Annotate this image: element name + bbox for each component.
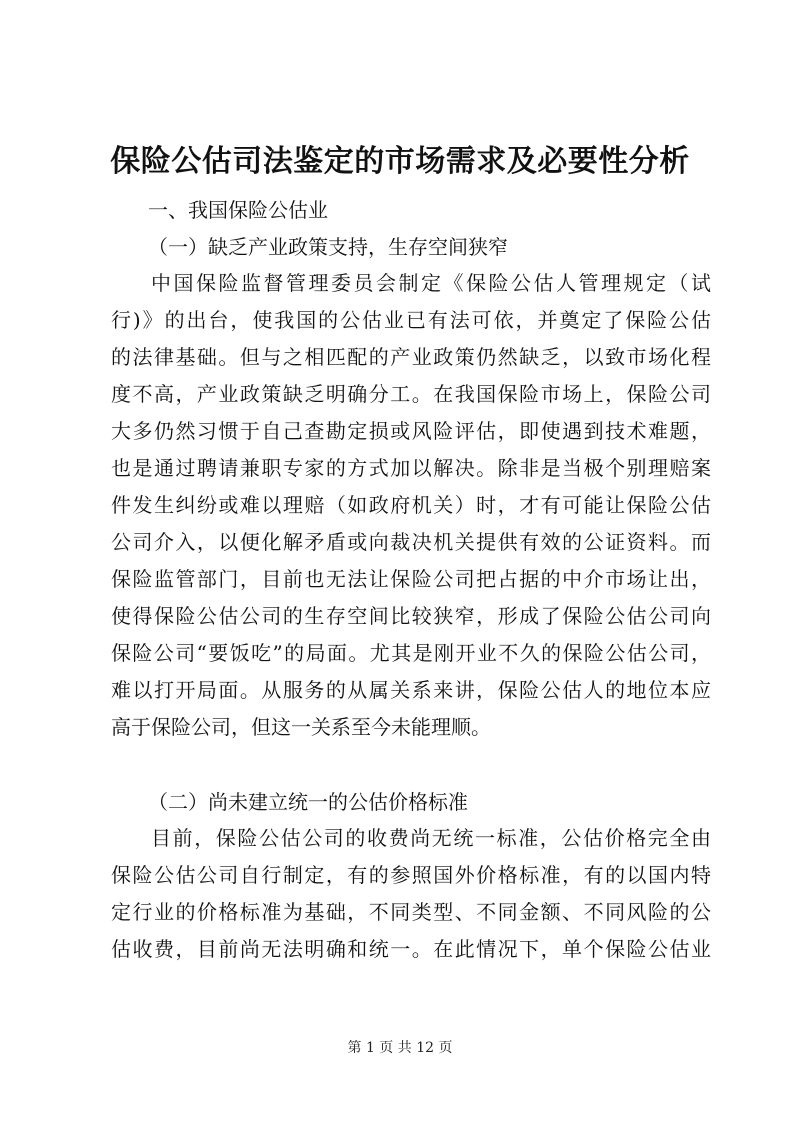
paragraph-line: 的法律基础。但与之相匹配的产业政策仍然缺乏，以致市场化程 — [111, 345, 711, 369]
paragraph-line: 也是通过聘请兼职专家的方式加以解决。除非是当极个别理赔案 — [111, 456, 711, 480]
document-title: 保险公估司法鉴定的市场需求及必要性分析 — [110, 144, 690, 179]
paragraph-line: 使得保险公估公司的生存空间比较狭窄，形成了保险公估公司向 — [111, 604, 711, 628]
paragraph-line: 目前，保险公估公司的收费尚无统一标准，公估价格完全由 — [151, 826, 711, 850]
paragraph-line: 大多仍然习惯于自己查勘定损或风险评估，即使遇到技术难题， — [111, 419, 711, 443]
paragraph-line: 行)》的出台，使我国的公估业已有法可依，并奠定了保险公估 — [111, 308, 711, 332]
paragraph-line: 件发生纠纷或难以理赔（如政府机关）时，才有可能让保险公估 — [111, 493, 711, 517]
paragraph-line: 中国保险监督管理委员会制定《保险公估人管理规定（试 — [151, 271, 711, 295]
paragraph-line: 度不高，产业政策缺乏明确分工。在我国保险市场上，保险公司 — [111, 382, 711, 406]
paragraph-1 — [111, 265, 711, 746]
paragraph-line: 保险监管部门，目前也无法让保险公司把占据的中介市场让出， — [111, 567, 711, 591]
page-number-footer: 第 1 页 共 12 页 — [347, 1040, 453, 1056]
paragraph-line: 高于保险公司，但这一关系至今未能理顺。 — [111, 715, 491, 739]
subsection-heading-2: （二）尚未建立统一的公估价格标准 — [148, 790, 468, 814]
paragraph-2 — [111, 820, 711, 968]
paragraph-line: 保险公司“要饭吃”的局面。尤其是刚开业不久的保险公估公司， — [111, 641, 711, 665]
paragraph-line: 估收费，目前尚无法明确和统一。在此情况下，单个保险公估业 — [111, 937, 711, 961]
paragraph-line: 定行业的价格标准为基础，不同类型、不同金额、不同风险的公 — [111, 900, 711, 924]
paragraph-line: 难以打开局面。从服务的从属关系来讲，保险公估人的地位本应 — [111, 678, 711, 702]
paragraph-line: 保险公估公司自行制定，有的参照国外价格标准，有的以国内特 — [111, 863, 711, 887]
paragraph-line: 公司介入，以便化解矛盾或向裁决机关提供有效的公证资料。而 — [111, 530, 711, 554]
section-heading: 一、我国保险公估业 — [148, 198, 328, 222]
subsection-heading-1: （一）缺乏产业政策支持，生存空间狭窄 — [148, 235, 508, 259]
